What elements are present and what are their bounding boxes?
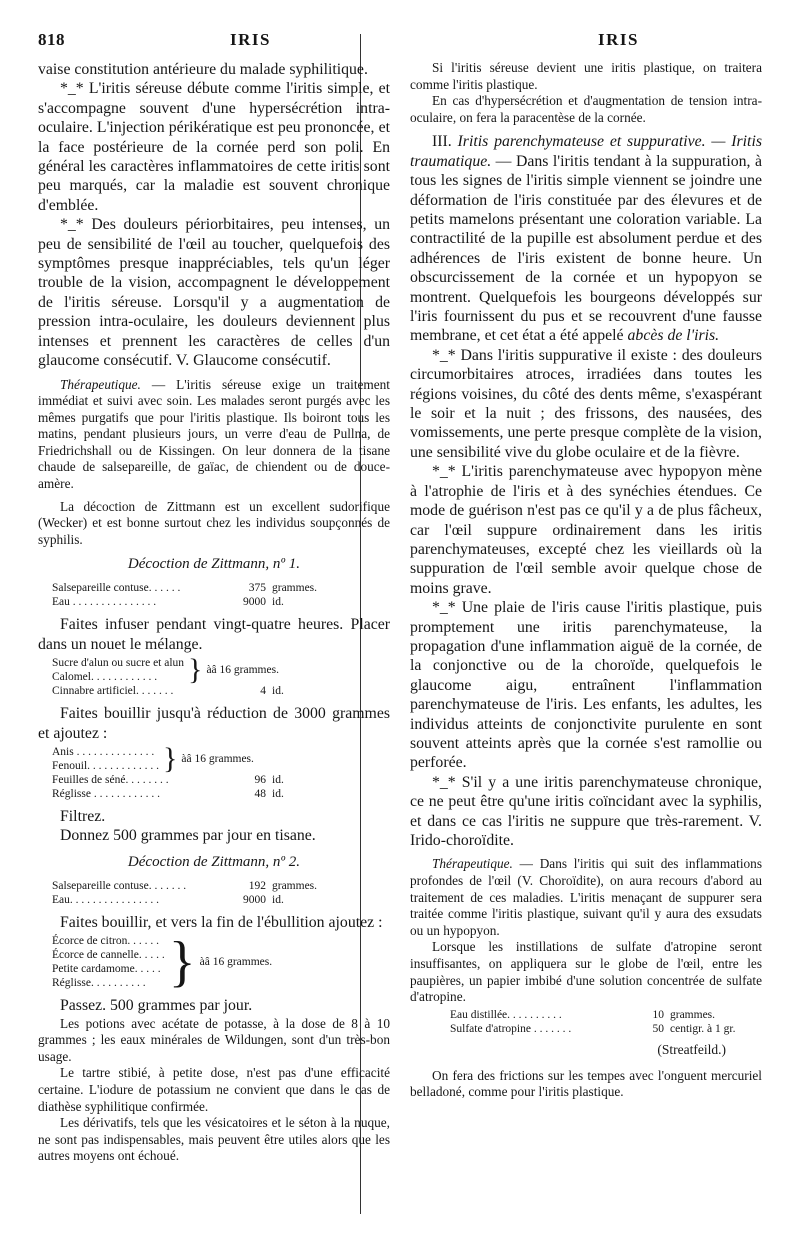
prescription-row: Eau distillée. . . . . . . . . . 10 grammes. — [450, 1008, 716, 1021]
prescription-group: Anis . . . . . . . . . . . . . . Fenouil. . . . . . . . . . . . . } àâ 16 grammes. — [52, 742, 254, 776]
prescription-row: Eau. . . . . . . . . . . . . . . . 9000 id. — [52, 893, 284, 906]
paragraph: Les dérivatifs, tels que les vésicatoires et le séton à la nuque, ne sont pas indispensables, mais peuvent être utiles alors que les autres moyens ont échoué. — [38, 1115, 390, 1164]
left-column — [38, 60, 390, 1165]
page-number: 818 — [38, 30, 65, 49]
prescription — [450, 1008, 762, 1036]
section-paragraph: III. Iritis parenchymateuse et suppurative. — Iritis traumatique. — Dans l'iritis tendant à la suppuration, à tous les signes de l'iritis simple viennent se joindre une déformation de l'iris constituée par des élevures et de petits mamelons présentant une coloration variable. La contractilité de la pupille est absolument perdue et des adhérences de l'iris existent de bonne heure. Un obscurcissement de la cornée et un hypopyon se montrent. Quelquefois les bourgeons développés sur l'iris fournissent du pus et se recouvrent d'une fausse membrane, et cet état a été appelé abcès de l'iris. — [410, 133, 762, 345]
running-head-left: IRIS — [230, 30, 271, 49]
prescription — [52, 581, 390, 609]
paragraph: Faites bouillir, et vers la fin de l'ébullition ajoutez : — [60, 913, 383, 931]
prescription — [52, 742, 390, 801]
prescription-row: Cinnabre artificiel. . . . . . . 4 id. — [52, 685, 284, 698]
paragraph: Lorsque les instillations de sulfate d'atropine seront insuffisantes, on appliquera sur le globe de l'œil, entre les paupières, un papier imbibé d'une solution concentrée de sulfate d'atropine. — [410, 939, 762, 1005]
prescription-row: Salsepareille contuse. . . . . . 375 grammes. — [52, 582, 318, 595]
running-header — [38, 26, 762, 60]
prescription-row: Feuilles de séné. . . . . . . . 96 id. — [52, 774, 284, 787]
paragraph: Filtrez. — [60, 808, 106, 826]
paragraph: *_* Une plaie de l'iris cause l'iritis plastique, puis promptement une iritis parenchymateuse, la propagation d'une inflammation aiguë de la cornée, de la conjonctive ou de la choroïde, quelquefois le glaucome aigu, entraînent l'inflammation parenchymateuse de l'iris. Les enfants, les adultes, les individus atteints de conjonctivite purulente en sont souvent atteints après que la cornée s'est ramollie ou perforée. — [410, 599, 762, 772]
prescription — [52, 931, 390, 994]
therapeutics-label: Thérapeutique. — [432, 856, 513, 872]
prescription-row: Salsepareille contuse. . . . . . . 192 grammes. — [52, 879, 318, 892]
prescription-group: Écorce de citron. . . . . . Écorce de cannelle. . . . . Petite cardamome. . . . . Réglisse. . . . . . . . . . } àâ 16 grammes. — [52, 931, 273, 994]
paragraph: Les potions avec acétate de potasse, à la dose de 8 à 10 grammes ; les eaux minérales de Wildungen, sont d'un très-bon usage. — [38, 1015, 390, 1064]
prescription-row: Réglisse . . . . . . . . . . . . 48 id. — [52, 788, 284, 801]
paragraph: En cas d'hypersécrétion et d'augmentation de tension intra-oculaire, on fera la paracentèse de la cornée. — [410, 93, 762, 125]
prescription-group: Sucre d'alun ou sucre et alun Calomel. . . . . . . . . . . . } àâ 16 grammes. — [52, 653, 279, 687]
paragraph: Passez. 500 grammes par jour. — [60, 997, 253, 1015]
brace-icon: } — [188, 653, 203, 687]
running-head-right: IRIS — [598, 30, 639, 49]
right-column — [410, 60, 762, 1165]
paragraph: *_* L'iritis séreuse débute comme l'iritis simple, et s'accompagne souvent d'une hypersécrétion intra-oculaire. L'injection périkératique est peu prononcée, et la face postérieure de la cornée perd son poli. En général les caractères inflammatoires de cette iritis sont peu marqués, car la maladie est souvent chronique d'emblée. — [38, 80, 390, 214]
section-title: Iritis parenchymateuse et suppurative. — Iritis traumatique. — [410, 133, 762, 170]
prescription — [52, 653, 390, 698]
paragraph: *_* Dans l'iritis suppurative il existe : des douleurs circumorbitaires atroces, irradiées dans toutes les régions voisines, du côté des dents même, s'exaspérant le soir et la nuit ; des frissons, des nausées, des vomissements, une perte presque complète de la vision, une sensibilité vive du globe oculaire et de la fièvre. — [410, 346, 762, 461]
therapeutics-paragraph: Thérapeutique. — L'iritis séreuse exige un traitement immédiat et suivi avec soin. Les malades seront purgés avec les mêmes purgatifs que pour l'iritis plastique. Ils boiront tous les matins, pendant plusieurs jours, un verre d'eau de Pullna, de Friedrichshall ou de Kissingen. On leur donnera de la tisane chaude de salsepareille, de gaïac, de chiendent ou de douce-amère. — [38, 376, 390, 492]
paragraph: *_* Des douleurs périorbitaires, peu intenses, un peu de sensibilité de l'œil au toucher, quelquefois des symptômes presque inappréciables, tels qu'un léger trouble de la vision, accompagnent le développement de l'iritis séreuse. Lorsqu'il y a augmentation de pression intra-oculaire, les douleurs deviennent plus intenses et prennent les caractères de celles d'un glaucome consécutif. V. Glaucome consécutif. — [38, 216, 390, 370]
paragraph: Si l'iritis séreuse devient une iritis plastique, on traitera comme l'iritis plastique. — [410, 60, 762, 92]
paragraph: Faites infuser pendant vingt-quatre heures. Placer dans un nouet le mélange. — [38, 616, 390, 653]
brace-icon: } — [163, 742, 178, 776]
paragraph: vaise constitution antérieure du malade syphilitique. — [38, 61, 368, 78]
prescription-row: Sulfate d'atropine . . . . . . . 50 centigr. à 1 gr. — [450, 1022, 736, 1035]
section-number: III. — [432, 133, 452, 151]
paragraph: On fera des frictions sur les tempes avec l'onguent mercuriel belladoné, comme pour l'iritis plastique. — [410, 1067, 762, 1100]
brace-icon: } — [168, 931, 196, 994]
therapeutics-label: Thérapeutique. — [60, 376, 141, 392]
paragraph: Donnez 500 grammes par jour en tisane. — [60, 827, 316, 845]
prescription — [52, 879, 390, 907]
therapeutics-paragraph: Thérapeutique. — Dans l'iritis qui suit des inflammations profondes de l'œil (V. Choroïdite), on aura recours d'abord au traitement de ces maladies. L'iritis menaçant de suppurer sera traitée comme l'iritis plastique, suivant qu'il y aura des exsudats ou un hypopyon. — [410, 856, 762, 938]
paragraph: Faites bouillir jusqu'à réduction de 3000 grammes et ajoutez : — [38, 705, 390, 742]
prescription-row: Eau . . . . . . . . . . . . . . . 9000 id. — [52, 596, 284, 609]
recipe-title: Décoction de Zittmann, nº 2. — [127, 853, 301, 870]
recipe-title: Décoction de Zittmann, nº 1. — [127, 556, 301, 573]
paragraph: Le tartre stibié, à petite dose, n'est pas d'une efficacité certaine. L'iodure de potassium ne convient que dans le cas de diathèse syphilitique confirmée. — [38, 1065, 390, 1114]
paragraph: *_* S'il y a une iritis parenchymateuse chronique, ce ne peut être qu'une iritis coïncidant avec la syphilis, et dans ce cas l'iritis ne suppure que très-rarement. V. Irido-choroïdite. — [410, 773, 762, 849]
citation: (Streatfeild.) — [657, 1041, 726, 1057]
paragraph: *_* L'iritis parenchymateuse avec hypopyon mène à l'atrophie de l'iris et à des synéchies étendues. Ce mode de guérison n'est pas ce qu'il y a de plus fâcheux, car l'œil suppure ordinairement dans les iritis parenchymateuses, excepté chez les vieillards où la suppuration de l'œil semble avoir quelque chose de moins grave. — [410, 463, 762, 597]
paragraph: La décoction de Zittmann est un excellent sudorifique (Wecker) et est bonne surtout chez les individus soupçonnés de syphilis. — [38, 498, 390, 547]
